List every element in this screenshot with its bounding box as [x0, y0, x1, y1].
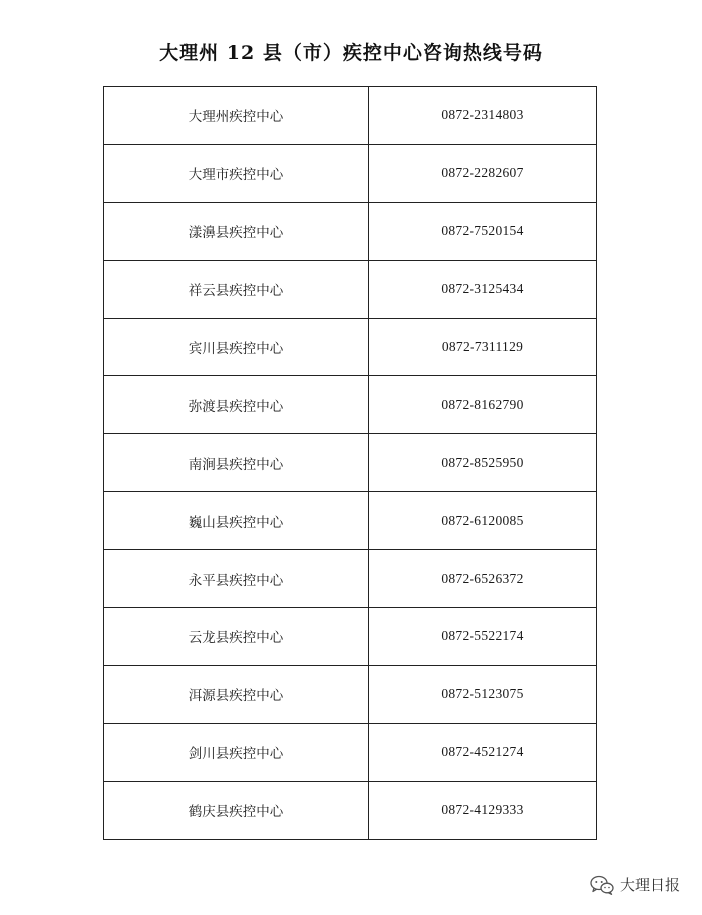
phone-number-cell: 0872-4521274	[369, 723, 597, 781]
table-row	[104, 318, 597, 376]
table-row	[104, 665, 597, 723]
center-name-cell: 鹤庆县疾控中心	[104, 781, 369, 839]
table-row	[104, 723, 597, 781]
table-row	[104, 376, 597, 434]
table-row	[104, 260, 597, 318]
center-name-cell: 大理市疾控中心	[104, 144, 369, 202]
page-title: 大理州 12 县（市）疾控中心咨询热线号码	[159, 42, 543, 64]
phone-number-cell: 0872-8162790	[369, 376, 597, 434]
phone-number-cell: 0872-3125434	[369, 260, 597, 318]
phone-number-cell: 0872-7311129	[369, 318, 597, 376]
table-row	[104, 144, 597, 202]
table-row	[104, 202, 597, 260]
table-row	[104, 550, 597, 608]
table-row	[104, 608, 597, 666]
center-name-cell: 漾濞县疾控中心	[104, 202, 369, 260]
phone-number-cell: 0872-5123075	[369, 665, 597, 723]
center-name-cell: 南涧县疾控中心	[104, 434, 369, 492]
phone-number-cell: 0872-2314803	[369, 87, 597, 145]
table-row	[104, 492, 597, 550]
table-row	[104, 781, 597, 839]
center-name-cell: 永平县疾控中心	[104, 550, 369, 608]
wechat-icon	[590, 875, 614, 895]
center-name-cell: 祥云县疾控中心	[104, 260, 369, 318]
hotline-table	[103, 86, 597, 840]
center-name-cell: 宾川县疾控中心	[104, 318, 369, 376]
phone-number-cell: 0872-6526372	[369, 550, 597, 608]
phone-number-cell: 0872-2282607	[369, 144, 597, 202]
table-row	[104, 434, 597, 492]
center-name-cell: 洱源县疾控中心	[104, 665, 369, 723]
center-name-cell: 弥渡县疾控中心	[104, 376, 369, 434]
phone-number-cell: 0872-5522174	[369, 608, 597, 666]
table-row	[104, 87, 597, 145]
center-name-cell: 巍山县疾控中心	[104, 492, 369, 550]
phone-number-cell: 0872-6120085	[369, 492, 597, 550]
watermark-text: 大理日报	[619, 876, 680, 894]
phone-number-cell: 0872-8525950	[369, 434, 597, 492]
center-name-cell: 云龙县疾控中心	[104, 608, 369, 666]
phone-number-cell: 0872-7520154	[369, 202, 597, 260]
watermark	[590, 874, 680, 895]
center-name-cell: 剑川县疾控中心	[104, 723, 369, 781]
phone-number-cell: 0872-4129333	[369, 781, 597, 839]
center-name-cell: 大理州疾控中心	[104, 87, 369, 145]
